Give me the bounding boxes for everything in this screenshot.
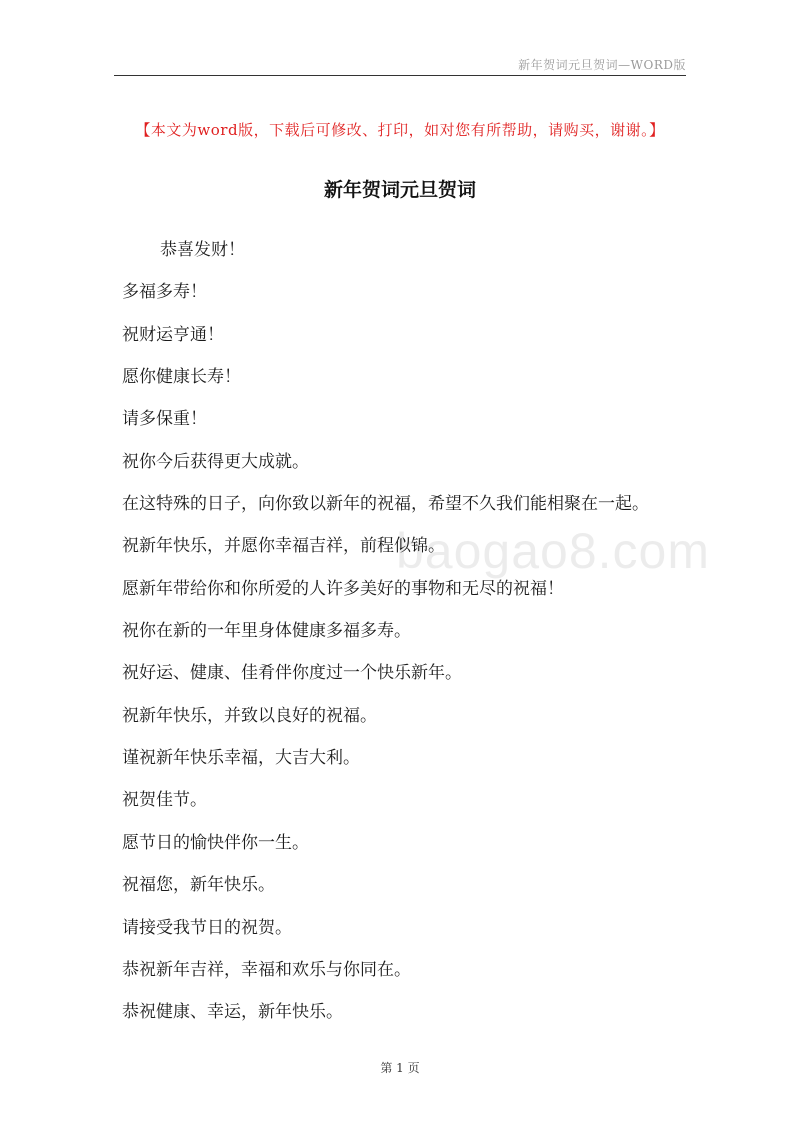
paragraph: 祝你今后获得更大成就。 [122,451,309,472]
paragraph: 在这特殊的日子，向你致以新年的祝福，希望不久我们能相聚在一起。 [122,494,649,515]
paragraph: 愿节日的愉快伴你一生。 [122,832,309,853]
paragraph: 愿新年带给你和你所爱的人许多美好的事物和无尽的祝福！ [122,578,564,599]
header-divider [114,75,686,76]
paragraph: 请接受我节日的祝贺。 [122,917,292,938]
paragraph: 祝新年快乐，并致以良好的祝福。 [122,705,377,726]
document-title: 新年贺词元旦贺词 [323,179,476,201]
paragraph: 请多保重！ [122,409,207,430]
page-number: 第 1 页 [380,1061,420,1075]
paragraph: 愿你健康长寿！ [122,367,241,388]
paragraph: 恭祝新年吉祥，幸福和欢乐与你同在。 [122,959,411,980]
paragraph: 祝贺佳节。 [122,790,207,811]
paragraph: 祝财运亨通！ [122,324,224,345]
paragraph: 祝好运、健康、佳肴伴你度过一个快乐新年。 [122,663,462,684]
paragraph: 恭喜发财！ [160,240,245,260]
paragraph: 祝福您，新年快乐。 [122,875,275,896]
watermark: baogao8.com [396,523,711,579]
paragraph: 恭祝健康、幸运，新年快乐。 [122,1002,343,1023]
paragraph: 谨祝新年快乐幸福，大吉大利。 [122,748,360,769]
paragraph: 多福多寿！ [122,282,207,303]
paragraph: 祝你在新的一年里身体健康多福多寿。 [122,621,411,642]
greetings-list [122,232,702,1037]
purchase-notice: 【本文为word版，下载后可修改、打印，如对您有所帮助，请购买，谢谢。】 [135,121,665,139]
paragraph: 祝新年快乐，并愿你幸福吉祥，前程似锦。 [122,536,445,557]
running-header: 新年贺词元旦贺词—WORD版 [518,58,686,72]
